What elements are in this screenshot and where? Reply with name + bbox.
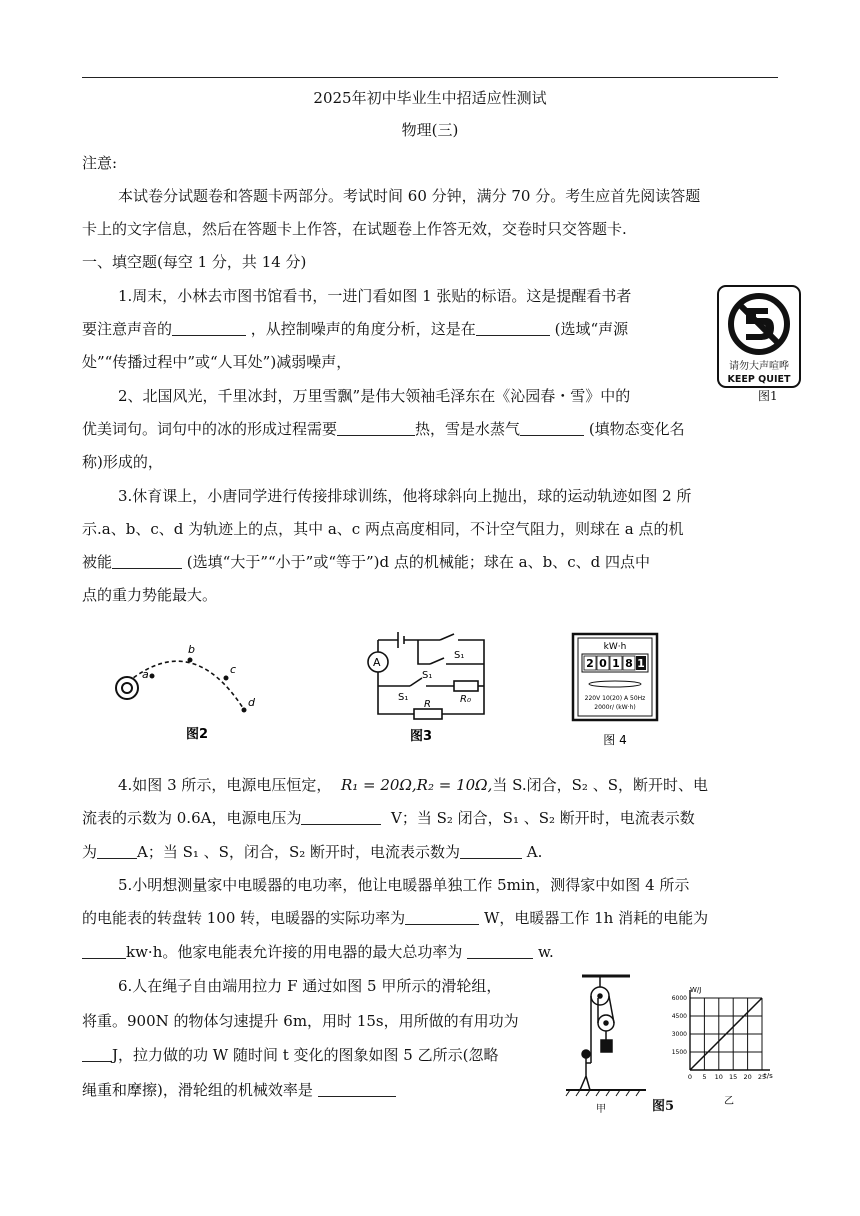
fig4-spec-1: 220V 10(20) A 50Hz [584, 695, 646, 702]
fig5-caption: 图5 [652, 1099, 675, 1114]
q1-line-1: 1.周末，小林去市图书馆看书，一进门看如图 1 张贴的标语。这是提醒看书者 [118, 287, 632, 305]
q6-line-2: 将重。900N 的物体匀速提升 6m，用时 15s，用所做的有用功为 [82, 1012, 519, 1030]
chart-x-label: t/s [764, 1072, 773, 1080]
q2-line-3: 称)形成的， [82, 453, 163, 471]
fig2-label-a: a [142, 668, 149, 681]
fig2-caption: 图2 [186, 727, 209, 740]
fig4-spec-2: 2000r/ (kW·h) [594, 704, 636, 711]
fig1-en-text: KEEP QUIET [727, 374, 791, 385]
q6-line-4 [82, 1080, 396, 1100]
top-rule [82, 77, 778, 78]
q4-text-f: A；当 S₁ 、S，闭合，S₂ 断开时，电流表示数为 [137, 843, 461, 861]
fig4-digit-5: 1 [637, 657, 645, 670]
fig3-s1-mid: S₁ [422, 670, 433, 681]
q2-line-2 [82, 419, 685, 439]
q3-line-4: 点的重力势能最大。 [82, 586, 218, 604]
fig4-digit-3: 1 [612, 657, 620, 670]
fig3-s1-top: S₁ [454, 650, 465, 661]
q4-line-2 [82, 808, 695, 828]
q2-line-1: 2、北国风光，千里冰封，万里雪飘”是伟大领袖毛泽东在《沁园春・雪》中的 [118, 387, 631, 405]
q2-text-c: (填物态变化名 [588, 420, 685, 438]
q4-text-g: A. [526, 843, 543, 861]
q2-blank-1[interactable] [337, 421, 415, 436]
chart-x-tick: 25 [757, 1073, 767, 1081]
q5-blank-3[interactable] [467, 944, 533, 959]
chart-x-tick: 15 [729, 1073, 738, 1081]
fig4-caption: 图 4 [603, 733, 627, 747]
chart-x-tick: 5 [702, 1073, 707, 1081]
chart-x-tick: 0 [687, 1073, 693, 1081]
section-title: 一、填空题(每空 1 分，共 14 分) [82, 253, 307, 271]
fig4-digit-4: 8 [625, 657, 633, 670]
q5-text-c: kw·h。他家电能表允许接的用电器的最大总功率为 [126, 943, 463, 961]
q4-resistor-values: R₁ = 20Ω,R₂ = 10Ω, [340, 776, 493, 794]
figure-3-circuit [358, 628, 492, 744]
q1-text-a: 要注意声音的 [82, 320, 173, 338]
fig3-ammeter: A [373, 656, 381, 669]
q5-text-d: w. [537, 943, 554, 961]
fig1-caption: 图1 [758, 389, 778, 403]
chart-y-tick: 3000 [671, 1031, 687, 1038]
q5-blank-2[interactable] [82, 944, 126, 959]
q6-blank-1[interactable] [82, 1047, 112, 1062]
q3-blank-1[interactable] [112, 554, 182, 569]
fig3-r: R [424, 699, 431, 710]
fig3-s-left: S₁ [398, 692, 409, 703]
figure-1-keep-quiet [716, 284, 802, 389]
q3-line-2: 示.a、b、c、d 为轨迹上的点，其中 a、c 两点高度相同，不计空气阻力，则球在 a 点的机 [82, 520, 684, 538]
notice-line-1: 本试卷分试题卷和答题卡两部分。考试时间 60 分钟，满分 70 分。考生应首先阅读答题 [118, 187, 701, 205]
chart-x-tick: 20 [743, 1073, 752, 1081]
q2-text-b: 热，雪是水蒸气 [415, 420, 521, 438]
q1-line-3: 处”“传播过程中”或“人耳处”)减弱噪声， [82, 353, 352, 371]
q3-text-a: 被能 [82, 553, 113, 571]
q4-blank-3[interactable] [460, 844, 522, 859]
exam-subtitle: 物理(三) [401, 121, 459, 139]
exam-title: 2025年初中毕业生中招适应性测试 [313, 89, 547, 107]
q6-line-3 [82, 1045, 498, 1065]
q4-text-c: 流表的示数为 0.6A，电源电压为 [82, 809, 302, 827]
q5-line-2 [82, 908, 708, 928]
q1-text-b: ，从控制噪声的角度分析，这是在 [250, 320, 476, 338]
q4-line-3 [82, 842, 542, 862]
q3-line-3 [82, 552, 650, 572]
fig2-label-c: c [230, 663, 237, 676]
q2-blank-2[interactable] [520, 421, 584, 436]
figure-4-meter [570, 632, 660, 750]
fig2-label-b: b [188, 643, 195, 656]
figure-2-trajectory [108, 640, 288, 740]
notice-line-2: 卡上的文字信息，然后在答题卡上作答，在试题卷上作答无效，交卷时只交答题卡. [82, 220, 627, 238]
q4-blank-2[interactable] [97, 844, 137, 859]
fig4-digit-1: 2 [586, 657, 594, 670]
figure-5-chart [660, 982, 784, 1112]
chart-y-label: W/J [690, 986, 702, 994]
q4-text-d: V；当 S₂ 闭合，S₁ 、S₂ 断开时，电流表示数 [391, 809, 695, 827]
q5-blank-1[interactable] [405, 910, 479, 925]
chart-y-tick: 1500 [671, 1049, 687, 1056]
w-t-chart [660, 982, 784, 1112]
q6-text-a: J，拉力做的功 W 随时间 t 变化的图象如图 5 乙所示(忽略 [112, 1046, 499, 1064]
q1-blank-2[interactable] [476, 321, 550, 336]
q4-line-1 [118, 775, 708, 795]
figure-5-pulley [560, 968, 652, 1118]
fig5-label-left: 甲 [596, 1104, 606, 1115]
fig4-unit: kW·h [603, 642, 627, 652]
q5-text-a: 的电能表的转盘转 100 转，电暖器的实际功率为 [82, 909, 406, 927]
q6-text-b: 绳重和摩擦)，滑轮组的机械效率是 [82, 1081, 313, 1099]
q4-text-e: 为 [82, 843, 98, 861]
fig3-caption: 图3 [410, 729, 433, 744]
q5-line-1: 5.小明想测量家中电暖器的电功率，他让电暖器单独工作 5min，测得家中如图 4 所示 [118, 876, 690, 894]
q3-text-b: (选填“大于”“小于”或“等于”)d 点的机械能；球在 a、b、c、d 四点中 [186, 553, 650, 571]
q6-blank-2[interactable] [318, 1082, 396, 1097]
q4-blank-1[interactable] [301, 810, 381, 825]
q1-line-2 [82, 319, 628, 339]
q1-blank-1[interactable] [172, 321, 246, 336]
q5-line-3 [82, 942, 554, 962]
fig4-digit-2: 0 [599, 657, 607, 670]
notice-label: 注意: [82, 154, 118, 172]
q3-line-1: 3.休育课上，小唐同学进行传接排球训练，他将球斜向上抛出，球的运动轨迹如图 2 所 [118, 487, 692, 505]
fig5-label-right: 乙 [724, 1096, 734, 1107]
q6-line-1: 6.人在绳子自由端用拉力 F 通过如图 5 甲所示的滑轮组， [118, 977, 502, 995]
fig1-cn-text: 请勿大声喧哗 [729, 361, 789, 372]
q5-text-b: W，电暖器工作 1h 消耗的电能为 [483, 909, 709, 927]
q2-text-a: 优美词句。词句中的冰的形成过程需要 [82, 420, 338, 438]
chart-y-tick: 4500 [671, 1013, 687, 1020]
chart-x-tick: 10 [714, 1073, 723, 1081]
fig2-label-d: d [248, 696, 255, 709]
q4-text-b: 当 S.闭合，S₂ 、S，断开时、电 [492, 776, 708, 794]
q1-text-c: (选域“声源 [554, 320, 629, 338]
chart-y-tick: 6000 [671, 995, 687, 1002]
fig3-r0: R₀ [460, 694, 471, 705]
q4-text-a: 4.如图 3 所示，电源电压恒定， [118, 776, 332, 794]
